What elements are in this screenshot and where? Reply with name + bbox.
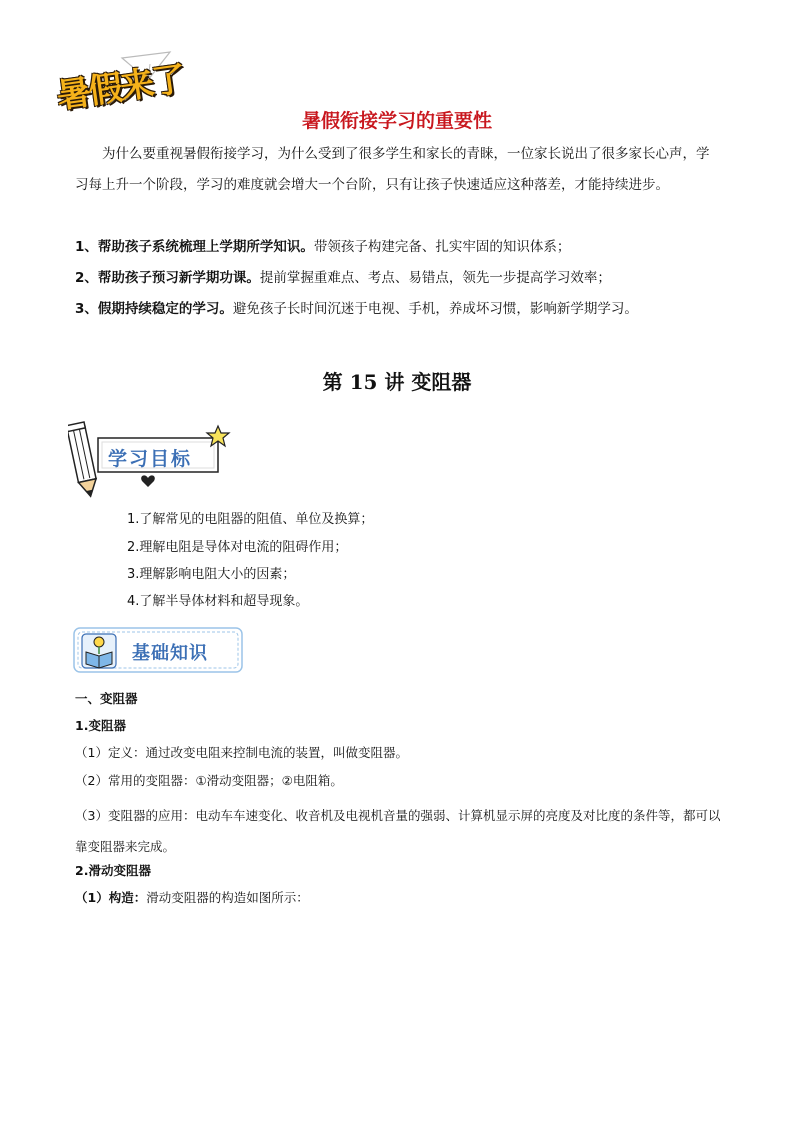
point-text: 避免孩子长时间沉迷于电视、手机，养成坏习惯，影响新学期学习。 xyxy=(232,301,638,317)
promo-point-3 xyxy=(75,299,735,319)
common-types-text: （2）常用的变阻器：①滑动变阻器；②电阻箱。 xyxy=(75,773,343,788)
goal-item-3: 3.理解影响电阻大小的因素； xyxy=(127,567,296,582)
basic-knowledge-label: 基础知识 xyxy=(132,643,208,664)
construction-label: （1）构造： xyxy=(75,890,147,905)
learning-goals-banner xyxy=(68,420,238,500)
point-text: 带领孩子构建完备、扎实牢固的知识体系； xyxy=(313,239,571,255)
point-number: 1、 xyxy=(75,239,98,255)
point-text: 提前掌握重难点、考点、易错点，领先一步提高学习效率； xyxy=(259,270,611,286)
promo-point-2 xyxy=(75,268,735,288)
learning-goals-label: 学习目标 xyxy=(108,448,193,470)
construction-line xyxy=(75,889,309,907)
application-text: （3）变阻器的应用：电动车车速变化、收音机及电视机音量的强弱、计算机显示屏的亮度及对比度的条件等，都可以靠变阻器来完成。 xyxy=(75,808,721,854)
point-number: 3、 xyxy=(75,301,98,317)
basic-knowledge-banner xyxy=(72,626,247,676)
promo-title: 暑假衔接学习的重要性 xyxy=(301,110,492,132)
goal-item-1: 1.了解常见的电阻器的阻值、单位及换算； xyxy=(127,512,374,527)
subsection-heading: 1.变阻器 xyxy=(75,718,126,733)
point-bold: 帮助孩子预习新学期功课。 xyxy=(97,270,260,286)
logo-text: 暑假来了 xyxy=(54,59,187,117)
goal-item-2: 2.理解电阻是导体对电流的阻碍作用； xyxy=(127,540,348,555)
construction-text: 滑动变阻器的构造如图所示： xyxy=(146,890,309,905)
definition-text: （1）定义：通过改变电阻来控制电流的装置，叫做变阻器。 xyxy=(75,745,408,760)
promo-intro-text: 为什么要重视暑假衔接学习，为什么受到了很多学生和家长的青睐，一位家长说出了很多家长心声，学习每上升一个阶段，学习的难度就会增大一个台阶，只有让孩子快速适应这种落差，才能持续进步。 xyxy=(75,146,710,193)
section-heading: 一、变阻器 xyxy=(75,691,138,706)
promo-point-1 xyxy=(75,237,735,257)
point-bold: 帮助孩子系统梳理上学期所学知识。 xyxy=(97,239,314,255)
promo-intro xyxy=(75,139,719,201)
subsection-heading: 2.滑动变阻器 xyxy=(75,863,151,878)
point-number: 2、 xyxy=(75,270,98,286)
point-bold: 假期持续稳定的学习。 xyxy=(97,301,233,317)
goal-item-4: 4.了解半导体材料和超导现象。 xyxy=(127,594,309,609)
lecture-title: 第 15 讲 变阻器 xyxy=(322,370,472,394)
